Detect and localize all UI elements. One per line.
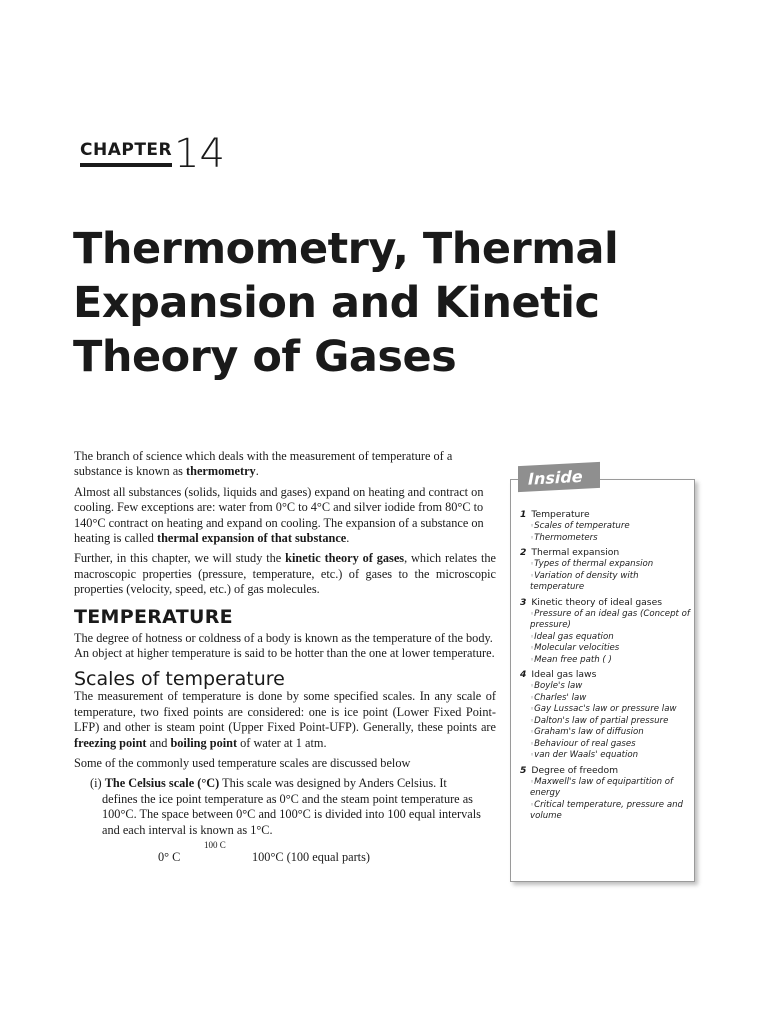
text: , which relates the macroscopic properties (pressure, temperature, etc.) of gases to the microscopic properties (velocity, speed, etc.) of gas molecules.	[74, 551, 496, 597]
scales-paragraph-1	[74, 689, 496, 751]
toc-item	[530, 704, 692, 716]
toc-item-label: Gay Lussac's law or pressure law	[534, 704, 677, 714]
text: This scale was designed by Anders Celsius. It	[222, 776, 447, 791]
toc-section	[520, 596, 692, 609]
text: and	[146, 735, 171, 750]
toc-item	[530, 571, 692, 594]
intro-paragraph-1	[74, 449, 496, 480]
bold-term: boiling point	[170, 735, 238, 750]
toc-item-label: Charles' law	[534, 692, 587, 703]
celsius-list-item	[90, 776, 496, 838]
toc-item-label: Mean free path ( )	[534, 654, 612, 665]
toc-item	[530, 632, 692, 644]
toc-section-number: 2	[520, 547, 527, 558]
main-text	[74, 449, 496, 868]
toc-section	[520, 508, 692, 521]
toc-item	[530, 609, 692, 632]
formula-right: 100°C (100 equal parts)	[252, 849, 370, 864]
intro-paragraph-3	[74, 551, 496, 597]
toc-section-title: Kinetic theory of ideal gases	[531, 596, 663, 608]
toc-item	[530, 800, 692, 823]
toc-section-title: Thermal expansion	[531, 547, 620, 558]
toc-item-label: Critical temperature, pressure and volume	[530, 799, 683, 821]
toc-item	[530, 655, 692, 667]
temperature-paragraph: The degree of hotness or coldness of a body is known as the temperature of the body. An object at higher temperature is said to be hotter than the one at lower temperature.	[74, 631, 495, 661]
intro-paragraph-2	[74, 485, 496, 547]
toc-item	[530, 716, 692, 728]
formula-left: 0° C	[158, 849, 181, 864]
toc-item-label: Maxwell's law of equipartition of energy	[530, 776, 674, 798]
toc-item-label: Graham's law of diffusion	[534, 727, 644, 737]
toc-item	[530, 693, 692, 705]
bold-term: freezing point	[74, 735, 147, 750]
toc-section-number: 4	[520, 669, 527, 680]
chapter-rule	[80, 163, 172, 167]
chapter-number: 14	[174, 131, 225, 177]
formula-over: 100 C	[204, 839, 226, 850]
bold-term: The Celsius scale (°C)	[104, 776, 220, 791]
toc-item	[530, 643, 692, 655]
toc-section	[520, 764, 692, 777]
toc-item	[530, 681, 692, 693]
toc-section	[520, 546, 692, 559]
list-marker: (i)	[90, 776, 102, 791]
inside-tab	[518, 462, 600, 492]
toc-item	[530, 750, 692, 762]
toc-section-number: 5	[520, 764, 527, 776]
toc-item	[530, 727, 692, 739]
celsius-formula	[74, 839, 496, 868]
toc-item	[530, 559, 692, 571]
toc-item	[530, 533, 692, 545]
toc-item-label: van der Waals' equation	[534, 750, 639, 760]
text: Almost all substances (solids, liquids and gases) expand on heating and contract on cooling. Few exceptions are: water from 0°C to 4°C and silver iodide from 80°C to 140°C contract on heating and expand on cooling. The expansion of a substance on heating is called	[74, 484, 484, 546]
toc-section	[520, 668, 692, 681]
text: The measurement of temperature is done by some specified scales. In any scale of temperature, two fixed points are considered: one is ice point (Lower Fixed Point-LFP) and other is steam point (Upper Fixed Point-UFP). Generally, these points are	[74, 689, 496, 735]
text: .	[255, 464, 259, 479]
text: of water at 1 atm.	[237, 735, 327, 750]
toc-section-title: Degree of freedom	[531, 764, 619, 776]
toc-item-label: Pressure of an ideal gas (Concept of pressure)	[530, 608, 690, 630]
temperature-heading: TEMPERATURE	[74, 605, 233, 628]
text: Further, in this chapter, we will study the	[74, 551, 286, 566]
bold-term: thermometry	[186, 464, 256, 479]
scales-paragraph-2: Some of the commonly used temperature scales are discussed below	[74, 755, 411, 770]
text: defines the ice point temperature as 0°C and the steam point temperature as 100°C. The space between 0°C and 100°C is divided into 100 equal intervals and each interval is known as 1°C.	[102, 791, 481, 837]
text: .	[346, 531, 350, 546]
toc-item-label: Scales of temperature	[534, 521, 630, 531]
bold-term: kinetic theory of gases	[285, 551, 405, 566]
text: The branch of science which deals with the measurement of temperature of a substance is known as	[74, 449, 453, 479]
toc-section-title: Temperature	[531, 509, 590, 520]
toc-item-label: Types of thermal expansion	[534, 559, 654, 569]
toc-item-label: Molecular velocities	[534, 643, 620, 653]
toc-item-label: Ideal gas equation	[534, 631, 614, 642]
toc-item-label: Behaviour of real gases	[534, 738, 636, 749]
bold-term: thermal expansion of that substance	[156, 531, 347, 546]
chapter-label: CHAPTER	[80, 140, 173, 160]
toc-item-label: Variation of density with temperature	[530, 570, 639, 592]
toc-section-title: Ideal gas laws	[531, 669, 597, 680]
toc-item-label: Thermometers	[534, 532, 598, 543]
toc-item-label: Boyle's law	[534, 681, 583, 691]
toc-item	[530, 521, 692, 533]
inside-toc	[520, 506, 692, 823]
toc-section-number: 3	[520, 596, 527, 608]
inside-tab-label: Inside	[528, 466, 583, 489]
page-title: Thermometry, Thermal Expansion and Kinetic Theory of Gases	[73, 224, 619, 382]
toc-section-number: 1	[520, 509, 527, 520]
scales-heading: Scales of temperature	[74, 667, 285, 690]
toc-item	[530, 739, 692, 751]
toc-item-label: Dalton's law of partial pressure	[534, 715, 669, 726]
toc-item	[530, 777, 692, 800]
